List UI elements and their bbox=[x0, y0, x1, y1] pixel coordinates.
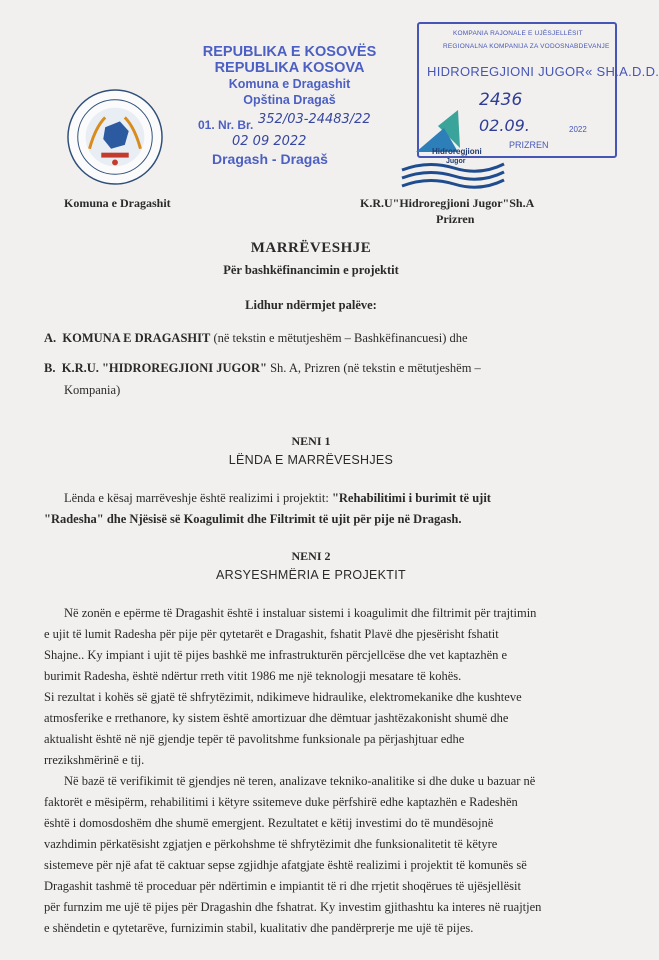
text-line: Si rezultat i kohës së gjatë të shfrytëzimit, ndikimeve hidraulike, elektromekanike dhe kushteve bbox=[44, 690, 522, 704]
stamp-line: Opština Dragaš bbox=[243, 93, 336, 107]
stamp-year: 2022 bbox=[569, 125, 587, 134]
text-line: Shajne.. Ky impiant i ujit të pijes bashkë me infrastrukturën përcjellcëse dhe vet kaptazhën e bbox=[44, 648, 508, 662]
company-logo-icon bbox=[398, 108, 508, 194]
article-subheading: LËNDA E MARRËVESHJES bbox=[228, 453, 394, 467]
right-party-label: K.R.U"Hidroregjioni Jugor"Sh.A bbox=[360, 196, 535, 210]
text-line: burimit Radesha, është ndërtur rreth vitit 1986 me një teknologji mesatare të kohës. bbox=[44, 669, 462, 683]
party-b-description: Sh. A, Prizren (në tekstin e mëtutjeshëm – bbox=[266, 361, 481, 375]
article-1-text bbox=[44, 488, 584, 530]
stamp-line: Komuna e Dragashit bbox=[228, 77, 351, 91]
party-marker: B. bbox=[44, 361, 56, 375]
stamp-number-label: 01. Nr. Br. bbox=[198, 118, 254, 132]
party-a-description: (në tekstin e mëtutjeshëm – Bashkëfinancuesi) dhe bbox=[210, 331, 468, 345]
text-line: është i domosdoshëm dhe shumë emergjent. Rezultatet e këtij investimi do të mundësojnë bbox=[44, 816, 494, 830]
document-title: MARRËVESHJE bbox=[250, 240, 372, 256]
parties-heading: Lidhur ndërmjet palëve: bbox=[245, 298, 377, 312]
article-2-header bbox=[0, 549, 622, 582]
text-line: e shëndetin e qytetarëve, furnizimin stabil, kualitativ dhe pandërprerje me ujë të pijes. bbox=[44, 921, 474, 935]
stamp-number-handwritten: 352/03-24483/22 bbox=[258, 112, 371, 127]
stamp-header: KOMPANIA RAJONALE E UJËSJELLËSIT bbox=[453, 30, 583, 37]
text-line: aktualisht është në një gjendje tepër të pavolitshme funksionale pa përjashjtuar edhe bbox=[44, 732, 465, 746]
municipal-stamp bbox=[192, 44, 387, 108]
stamp-company-name: HIDROREGJIONI JUGOR« SH.A.D.D. bbox=[427, 64, 659, 79]
article-heading: NENI 1 bbox=[291, 434, 331, 448]
article-heading: NENI 2 bbox=[291, 549, 331, 563]
text-line: atmosferike e rrethanore, ky sistem është amortizuar dhe dëmtuar jashtëzakonisht shumë dhe bbox=[44, 711, 509, 725]
party-a-name: KOMUNA E DRAGASHIT bbox=[62, 331, 211, 345]
article-2-text bbox=[44, 603, 584, 939]
text-line: sistemeve për një afat të caktuar sepse zgjidhje afatgjate është realizimi i projektit të komunës së bbox=[44, 858, 527, 872]
text-line: e ujit të lumit Radesha për pije për qytetarët e Dragashit, fshatit Plavë dhe pjesërisht fshatit bbox=[44, 627, 499, 641]
article-1-header bbox=[0, 434, 622, 467]
stamp-line: REPUBLIKA KOSOVA bbox=[214, 60, 365, 76]
project-name-cont: "Radesha" dhe Njësisë së Koagulimit dhe Filtrimit të ujit për pije në Dragash. bbox=[44, 512, 462, 526]
article-text: Lënda e kësaj marrëveshje është realizimi i projektit: bbox=[64, 491, 332, 505]
stamp-header: REGIONALNA KOMPANIJA ZA VODOSNABDEVANJE bbox=[443, 43, 610, 50]
text-line: për furnzim me ujë të pijes për Dragashin dhe fshatrat. Ky investim gjithashtu ka interes në ruajtjen bbox=[44, 900, 542, 914]
party-b-name: K.R.U. "HIDROREGJIONI JUGOR" bbox=[61, 361, 267, 375]
party-b-description-cont: Kompania) bbox=[64, 383, 121, 397]
municipality-emblem-icon bbox=[66, 88, 164, 186]
stamp-date-handwritten: 02 09 2022 bbox=[232, 134, 307, 149]
stamp-number-handwritten: 2436 bbox=[479, 90, 523, 110]
stamp-date-handwritten: 02.09. bbox=[479, 116, 530, 135]
text-line: faktorët e mësipërm, rehabilitimi i këtyre ssitemeve duke përfshirë edhe kaptazhën e Radeshën bbox=[44, 795, 518, 809]
text-line: Dragashit tashmë të proceduar për ndërtimin e impiantit të ri dhe rrjetit shoqërues të ujësjellësit bbox=[44, 879, 521, 893]
project-name: "Rehabilitimi i burimit të ujit bbox=[331, 491, 491, 505]
party-a bbox=[44, 327, 468, 349]
logo-text: Jugor bbox=[446, 158, 466, 165]
stamp-line: REPUBLIKA E KOSOVËS bbox=[202, 44, 377, 60]
text-line: rrezikshmërinë e tij. bbox=[44, 753, 145, 767]
party-marker: A. bbox=[44, 331, 57, 345]
party-b bbox=[44, 357, 584, 401]
logo-text: Hidroregjioni bbox=[432, 147, 482, 156]
stamp-city: PRIZREN bbox=[509, 140, 549, 150]
text-line: Në zonën e epërme të Dragashit është i instaluar sistemi i koagulimit dhe filtrimit për trajtimin bbox=[64, 606, 537, 620]
left-party-label: Komuna e Dragashit bbox=[64, 196, 171, 210]
article-subheading: ARSYESHMËRIA E PROJEKTIT bbox=[216, 568, 406, 582]
right-party-city: Prizren bbox=[436, 212, 475, 226]
document-subtitle: Për bashkëfinancimin e projektit bbox=[223, 263, 399, 277]
stamp-place: Dragash - Dragaš bbox=[212, 151, 328, 167]
text-line: vazhdimin përkatësisht zgjatjen e përkohshme të shfrytëzimit dhe funksionalitetit të këtyre bbox=[44, 837, 498, 851]
text-line: Në bazë të verifikimit të gjendjes në teren, analizave tekniko-analitike si dhe duke u bazuar në bbox=[64, 774, 536, 788]
